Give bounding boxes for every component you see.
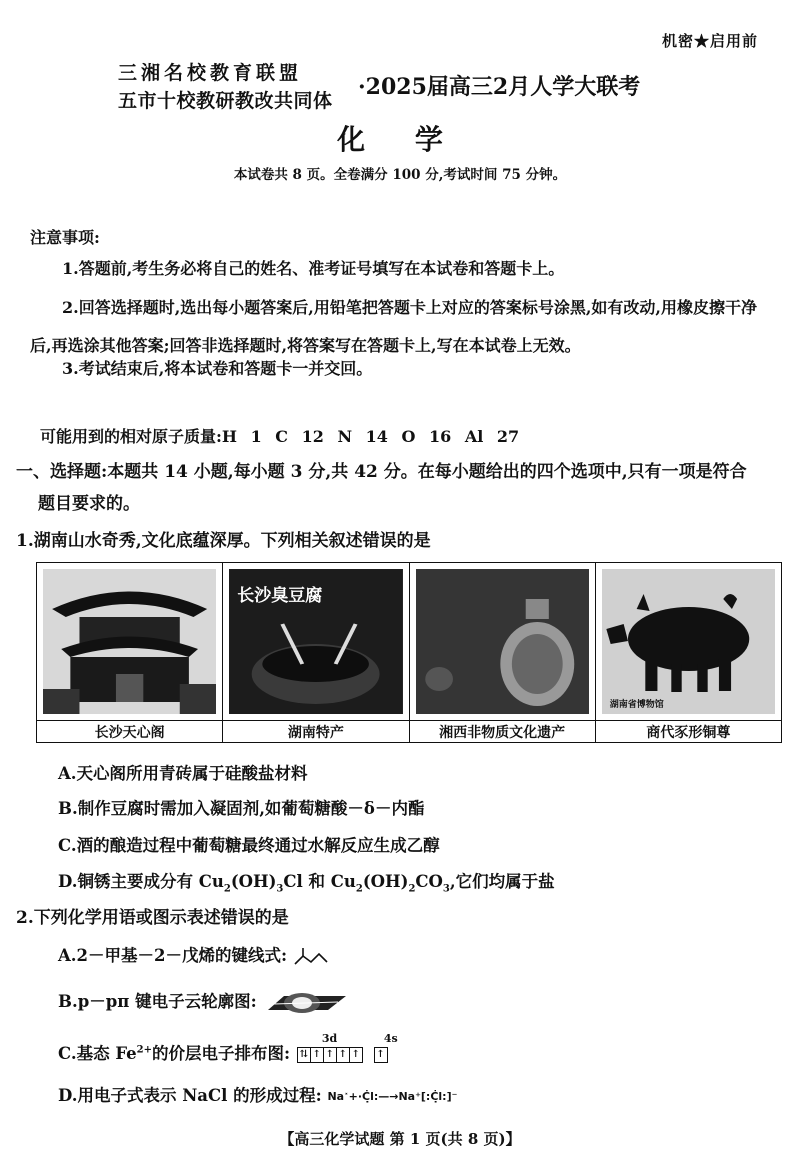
photo-cell bbox=[223, 563, 409, 742]
orbital-boxes-3d bbox=[298, 1047, 363, 1063]
subject-title: 化 学 bbox=[337, 123, 463, 156]
orbital-box: ↑ bbox=[349, 1047, 363, 1063]
q2-c-post: 的价层电子排布图: bbox=[152, 1044, 291, 1063]
photo-table bbox=[36, 562, 782, 743]
page-footer: 【高三化学试题 第 1 页(共 8 页)】 bbox=[279, 1130, 521, 1148]
orbital-box: ↑ bbox=[310, 1047, 324, 1063]
q2-option-d bbox=[58, 1082, 457, 1106]
q1-d-mid2: (OH) bbox=[362, 872, 409, 891]
orbital-boxes-4s bbox=[375, 1047, 388, 1063]
exam-title: ·2025届高三2月人学大联考 bbox=[358, 74, 641, 100]
orbital-box: ↑ bbox=[323, 1047, 337, 1063]
q1-d-post: ,它们均属于盐 bbox=[449, 872, 555, 891]
q1-d-mid1: (OH) bbox=[230, 872, 277, 891]
exam-info: 本试卷共 8 页。全卷满分 100 分,考试时间 75 分钟。 bbox=[233, 167, 567, 183]
skeletal-formula-icon bbox=[293, 948, 329, 966]
atomic-masses: 可能用到的相对原子质量:H 1 C 12 N 14 O 16 Al 27 bbox=[40, 427, 520, 446]
q2-c-pre: C.基态 Fe bbox=[58, 1044, 137, 1063]
orbital-diagram bbox=[296, 1032, 398, 1063]
section-line-1: 一、选择题:本题共 14 小题,每小题 3 分,共 42 分。在每小题给出的四个选项中,只有一项是符合 bbox=[16, 462, 747, 482]
q2-d-text: D.用电子式表示 NaCl 的形成过程: bbox=[58, 1086, 322, 1105]
orbital-label-3d: 3d bbox=[321, 1032, 338, 1045]
note-3: 3.考试结束后,将本试卷和答题卡一并交回。 bbox=[62, 359, 373, 378]
q1-d-co: CO bbox=[415, 872, 443, 891]
q2-option-b bbox=[58, 988, 348, 1016]
q1-d-pre: D.铜锈主要成分有 Cu bbox=[58, 872, 224, 891]
org-line-1: 三湘名校教育联盟 bbox=[118, 62, 303, 84]
photo-cell bbox=[37, 563, 223, 742]
section-heading bbox=[16, 456, 784, 520]
question-1-stem: 1.湖南山水奇秀,文化底蕴深厚。下列相关叙述错误的是 bbox=[16, 531, 431, 551]
note-2: 2.回答选择题时,选出每小题答案后,用铅笔把答题卡上对应的答案标号涂黑,如有改动,用橡皮擦干净后,再选涂其他答案;回答非选择题时,将答案写在答题卡上,写在本试卷上无效。 bbox=[30, 298, 757, 355]
question-2-stem: 2.下列化学用语或图示表述错误的是 bbox=[16, 908, 289, 928]
q1-d-cl: Cl 和 Cu bbox=[283, 872, 356, 891]
section-line-2: 题目要求的。 bbox=[38, 494, 140, 514]
wine-jar-photo bbox=[416, 569, 589, 714]
pi-bond-cloud-icon bbox=[262, 990, 348, 1016]
orbital-box: ↑ bbox=[336, 1047, 350, 1063]
bronze-pig-photo bbox=[602, 569, 775, 714]
pavilion-photo bbox=[43, 569, 216, 714]
q1-option-a: A.天心阁所用青砖属于硅酸盐材料 bbox=[58, 764, 308, 783]
q1-option-c: C.酒的酿造过程中葡萄糖最终通过水解反应生成乙醇 bbox=[58, 836, 440, 855]
tofu-photo bbox=[229, 569, 402, 714]
photo-cell bbox=[596, 563, 781, 742]
caption-tofu: 湖南特产 bbox=[223, 720, 408, 742]
note-1: 1.答题前,考生务必将自己的姓名、准考证号填写在本试卷和答题卡上。 bbox=[62, 259, 565, 278]
caption-wine-jar: 湘西非物质文化遗产 bbox=[410, 720, 595, 742]
q2-option-c: C.基态 $Fe^{2+}$的价层电子排布图: 3d 4s ⇅ ↑ ↑ ↑ ↑ ↑ bbox=[58, 1032, 398, 1063]
q2-b-text: B.p－pπ 键电子云轮廓图: bbox=[58, 992, 257, 1011]
q2-option-a bbox=[58, 942, 329, 966]
tofu-photo-text: 长沙臭豆腐 bbox=[237, 586, 323, 606]
caption-bronze-pig: 商代豕形铜尊 bbox=[596, 720, 781, 742]
q1-option-d: D.铜锈主要成分有 $Cu_2(OH)_3Cl$ 和 $Cu_2(OH)_2CO_3$,它们均属于盐 bbox=[58, 872, 555, 895]
electron-formula: Na˟+·Ċ̣l:—→Na⁺[:Ċ̣l:]⁻ bbox=[327, 1090, 458, 1103]
q1-option-b: B.制作豆腐时需加入凝固剂,如葡萄糖酸－δ－内酯 bbox=[58, 799, 425, 818]
museum-label: 湖南省博物馆 bbox=[609, 700, 664, 710]
confidential-mark: 机密★启用前 bbox=[661, 32, 758, 50]
q2-a-text: A.2－甲基－2－戊烯的键线式: bbox=[58, 946, 288, 965]
orbital-box: ⇅ bbox=[297, 1047, 311, 1063]
notes-title: 注意事项: bbox=[30, 228, 100, 247]
orbital-box: ↑ bbox=[374, 1047, 388, 1063]
photo-cell bbox=[410, 563, 596, 742]
org-line-2: 五市十校教研教改共同体 bbox=[118, 90, 333, 112]
orbital-label-4s: 4s bbox=[383, 1032, 398, 1045]
caption-pavilion: 长沙天心阁 bbox=[37, 720, 222, 742]
